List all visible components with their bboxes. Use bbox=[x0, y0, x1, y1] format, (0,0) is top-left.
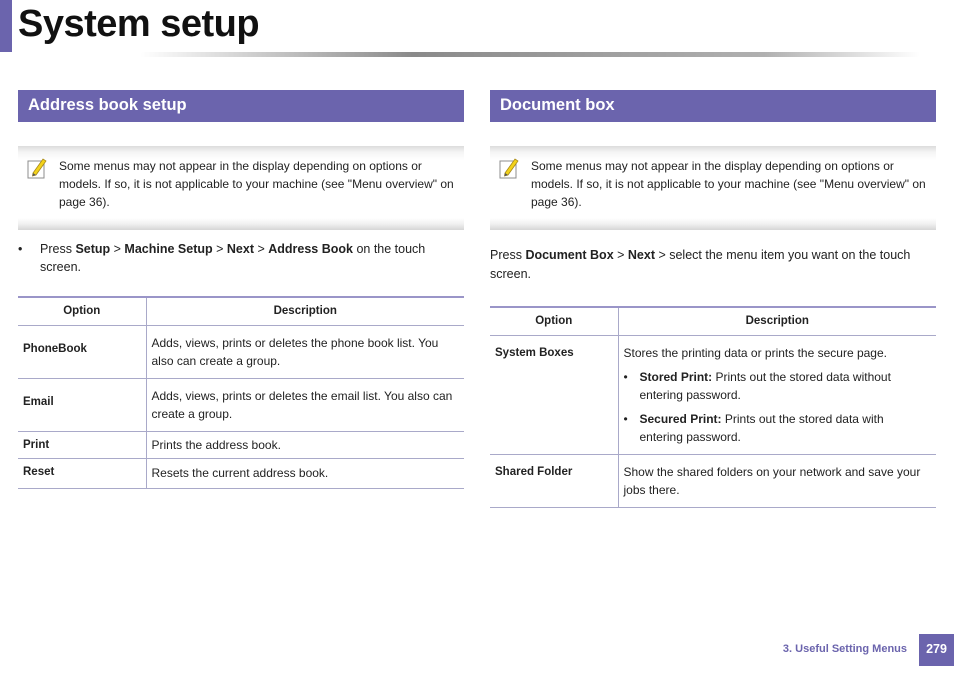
sub-item-text: Prints out the stored data without entering password. bbox=[639, 369, 891, 402]
separator: > bbox=[110, 242, 125, 256]
address-book-table bbox=[18, 296, 464, 489]
option-cell: PhoneBook bbox=[18, 325, 146, 378]
document-box-note bbox=[490, 146, 936, 230]
address-book-note bbox=[18, 146, 464, 230]
title-accent-bar bbox=[0, 0, 12, 52]
title-rule bbox=[140, 52, 920, 57]
separator: > bbox=[212, 242, 227, 256]
table-row bbox=[18, 431, 464, 458]
sub-item-label: Secured Print: bbox=[639, 411, 722, 426]
description-cell: Prints the address book. bbox=[146, 431, 464, 458]
instruction-text: on the touch screen. bbox=[40, 242, 426, 274]
note-text: Some menus may not appear in the display depending on options or models. If so, it is not applicable to your machine (see "Menu overview" on page 36). bbox=[59, 159, 454, 209]
menu-setup: Setup bbox=[75, 242, 111, 256]
document-box-instruction bbox=[490, 246, 936, 284]
note-pencil-icon bbox=[498, 156, 520, 180]
description-cell: Show the shared folders on your network and save your jobs there. bbox=[618, 454, 936, 507]
footer-chapter-label: 3. Useful Setting Menus bbox=[782, 643, 907, 655]
instruction-text: > select the menu item you want on the touch screen. bbox=[490, 248, 911, 281]
table-row bbox=[18, 458, 464, 488]
description-cell: Resets the current address book. bbox=[146, 458, 464, 488]
list-item bbox=[624, 368, 931, 404]
table-header-row bbox=[490, 307, 936, 335]
option-cell: System Boxes bbox=[490, 335, 618, 454]
page-number: 279 bbox=[919, 634, 954, 666]
table-row bbox=[18, 325, 464, 378]
table-row bbox=[490, 454, 936, 507]
bullet: • bbox=[623, 411, 628, 426]
note-pencil-icon bbox=[26, 156, 48, 180]
document-box-header: Document box bbox=[490, 90, 936, 122]
bullet: • bbox=[623, 369, 628, 384]
page-title: System setup bbox=[18, 3, 260, 45]
address-book-section bbox=[18, 90, 464, 489]
description-cell bbox=[618, 335, 936, 454]
address-book-instruction bbox=[18, 240, 464, 276]
instruction-text: Press bbox=[490, 248, 526, 262]
menu-address-book: Address Book bbox=[268, 242, 353, 256]
option-cell: Print bbox=[18, 431, 146, 458]
menu-next: Next bbox=[627, 248, 655, 262]
option-cell: Reset bbox=[18, 458, 146, 488]
menu-document-box: Document Box bbox=[525, 248, 614, 262]
description-cell: Adds, views, prints or deletes the email list. You also can create a group. bbox=[146, 378, 464, 431]
table-row bbox=[490, 335, 936, 454]
option-cell: Shared Folder bbox=[490, 454, 618, 507]
document-box-section bbox=[490, 90, 936, 508]
address-book-header: Address book setup bbox=[18, 90, 464, 122]
menu-next: Next bbox=[226, 242, 254, 256]
sub-item-label: Stored Print: bbox=[639, 369, 713, 384]
separator: > bbox=[613, 248, 628, 262]
instruction-text: Press bbox=[40, 242, 76, 256]
sub-item-text: Prints out the stored data with entering password. bbox=[639, 411, 884, 444]
column-header-option: Option bbox=[490, 307, 618, 335]
menu-machine-setup: Machine Setup bbox=[124, 242, 213, 256]
option-cell: Email bbox=[18, 378, 146, 431]
note-text: Some menus may not appear in the display depending on options or models. If so, it is not applicable to your machine (see "Menu overview" on page 36). bbox=[531, 159, 926, 209]
column-header-option: Option bbox=[18, 297, 146, 325]
bullet: • bbox=[18, 242, 23, 256]
description-text: Stores the printing data or prints the secure page. bbox=[623, 345, 887, 360]
column-header-description: Description bbox=[146, 297, 464, 325]
separator: > bbox=[253, 242, 269, 256]
column-header-description: Description bbox=[618, 307, 936, 335]
list-item bbox=[624, 410, 931, 446]
document-box-table bbox=[490, 306, 936, 508]
table-header-row bbox=[18, 297, 464, 325]
description-cell: Adds, views, prints or deletes the phone book list. You also can create a group. bbox=[146, 325, 464, 378]
table-row bbox=[18, 378, 464, 431]
